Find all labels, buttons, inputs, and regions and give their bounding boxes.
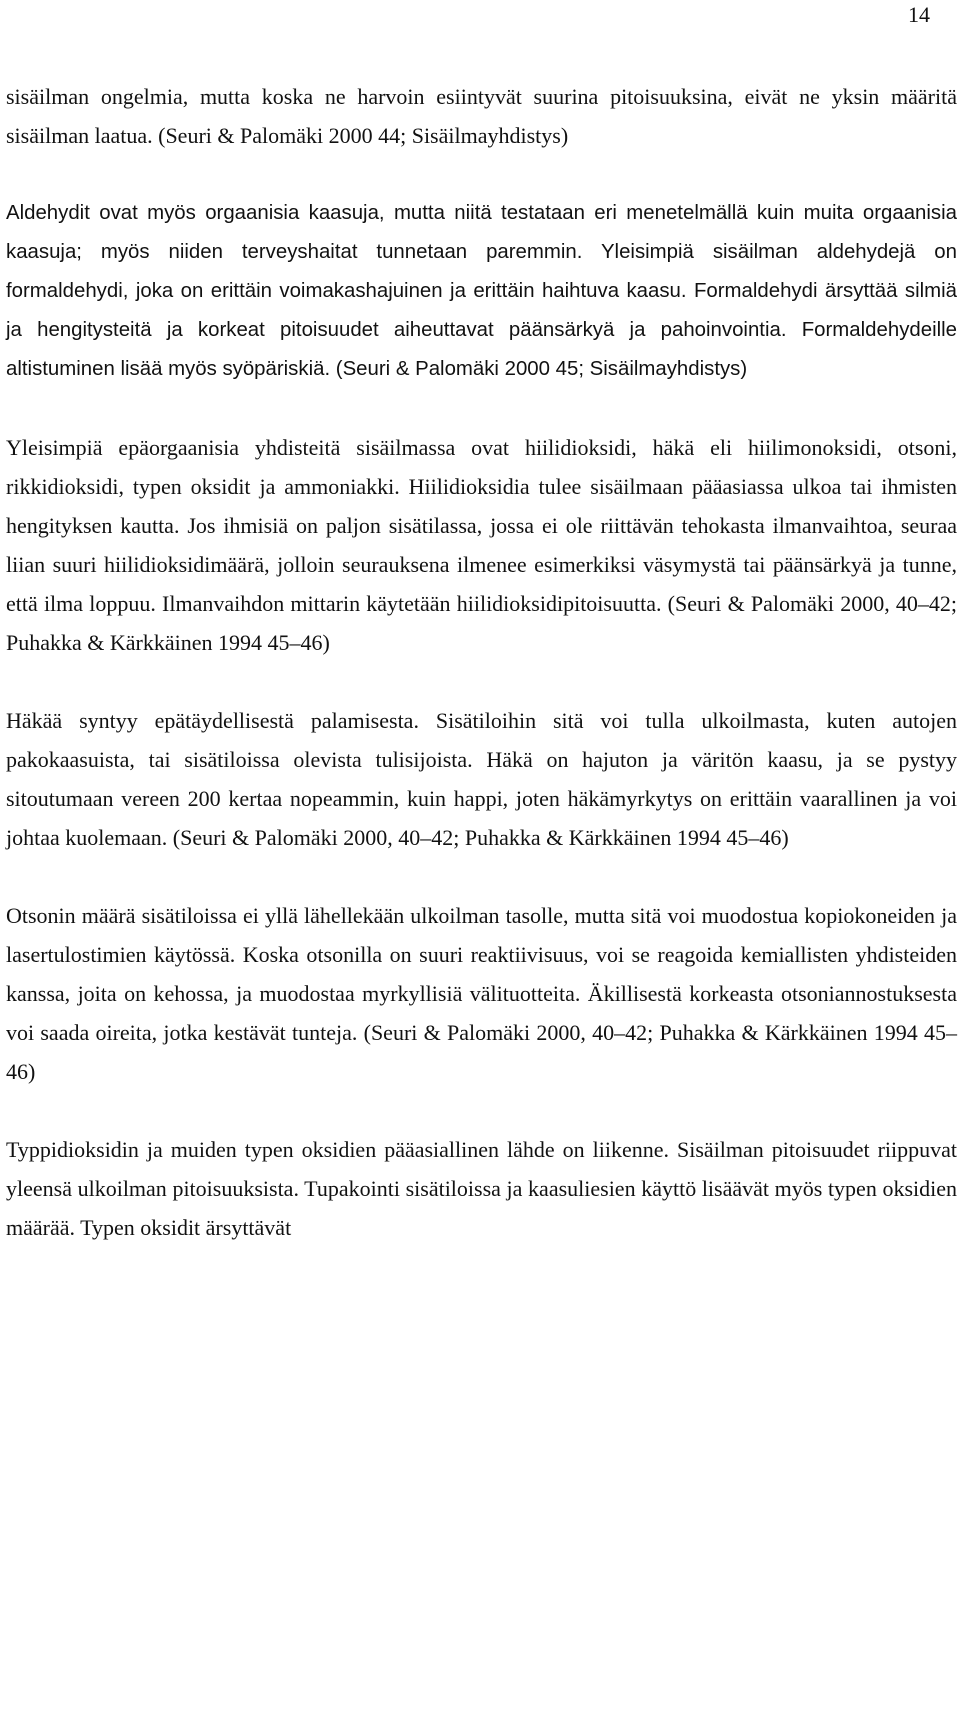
paragraph-nitrogen-oxides: Typpidioksidin ja muiden typen oksidien pääasiallinen lähde on liikenne. Sisäilman pitoisuudet riippuvat yleensä ulkoilman pitoisuuksista. Tupakointi sisätiloissa ja kaasuliesien käyttö lisäävät myös typen oksidien määrää. Typen oksidit ärsyttävät bbox=[6, 1137, 957, 1240]
page-number: 14 bbox=[908, 2, 930, 27]
paragraph-indoor-air-problems: sisäilman ongelmia, mutta koska ne harvoin esiintyvät suurina pitoisuuksina, eivät ne yksin määritä sisäilman laatua. (Seuri & Palomäki 2000 44; Sisäilmayhdistys) bbox=[6, 84, 957, 148]
paragraph-inorganic-compounds: Yleisimpiä epäorgaanisia yhdisteitä sisäilmassa ovat hiilidioksidi, häkä eli hiilimonoksidi, otsoni, rikkidioksidi, typen oksidit ja ammoniakki. Hiilidioksidia tulee sisäilmaan pääasiassa ulkoa tai ihmisten hengityksen kautta. Jos ihmisiä on paljon sisätilassa, jossa ei ole riittävän tehokasta ilmanvaihtoa, seuraa liian suuri hiilidioksidimäärä, jolloin seurauksena ilmenee esimerkiksi väsymystä tai päänsärkyä ja tunne, että ilma loppuu. Ilmanvaihdon mittarin käytetään hiilidioksidipitoisuutta. (Seuri & Palomäki 2000, 40–42; Puhakka & Kärkkäinen 1994 45–46) bbox=[6, 435, 957, 655]
paragraph-ozone: Otsonin määrä sisätiloissa ei yllä lähellekään ulkoilman tasolle, mutta sitä voi muodostua kopiokoneiden ja lasertulostimien käytössä. Koska otsonilla on suuri reaktiivisuus, voi se reagoida kemiallisten yhdisteiden kanssa, joita on kehossa, ja muodostaa myrkyllisiä välituotteita. Äkillisestä korkeasta otsoniannostuksesta voi saada oireita, jotka kestävät tunteja. (Seuri & Palomäki 2000, 40–42; Puhakka & Kärkkäinen 1994 45–46) bbox=[6, 903, 957, 1084]
document-body bbox=[6, 77, 957, 1247]
paragraph-aldehydes: Aldehydit ovat myös orgaanisia kaasuja, mutta niitä testataan eri menetelmällä kuin muita orgaanisia kaasuja; myös niiden terveyshaitat tunnetaan paremmin. Yleisimpiä sisäilman aldehydejä on formaldehydi, joka on erittäin voimakashajuinen ja erittäin haihtuva kaasu. Formaldehydi ärsyttää silmiä ja hengitysteitä ja korkeat pitoisuudet aiheuttavat päänsärkyä ja pahoinvointia. Formaldehydeille altistuminen lisää myös syöpäriskiä. (Seuri & Palomäki 2000 45; Sisäilmayhdistys) bbox=[6, 202, 957, 380]
paragraph-carbon-monoxide: Häkää syntyy epätäydellisestä palamisesta. Sisätiloihin sitä voi tulla ulkoilmasta, kuten autojen pakokaasuista, tai sisätiloissa olevista tulisijoista. Häkä on hajuton ja väritön kaasu, ja se pystyy sitoutumaan vereen 200 kertaa nopeammin, kuin happi, joten häkämyrkytys on erittäin vaarallinen ja voi johtaa kuolemaan. (Seuri & Palomäki 2000, 40–42; Puhakka & Kärkkäinen 1994 45–46) bbox=[6, 708, 957, 850]
